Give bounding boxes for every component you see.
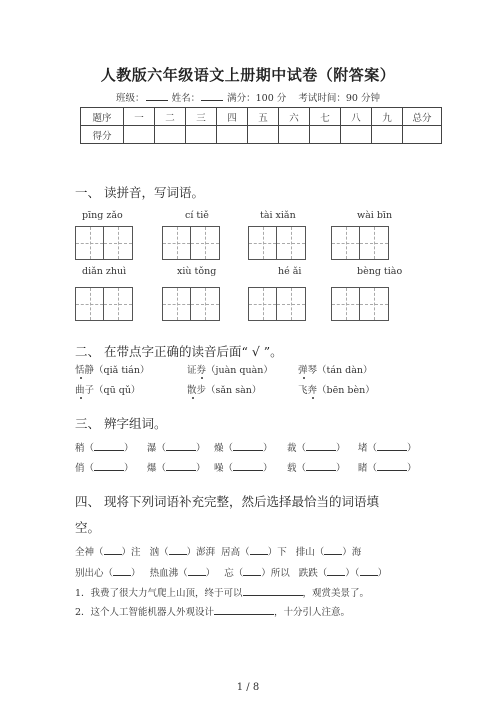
idiom-blank[interactable] <box>324 546 342 555</box>
pinyin: cí tiě <box>185 210 209 221</box>
header-cell: 四 <box>217 108 248 126</box>
word-group-item[interactable]: 瀑（ ） <box>147 443 206 454</box>
pronunciation-item[interactable]: 恬静（qiǎ tián） <box>75 365 150 376</box>
writing-grid[interactable] <box>162 287 220 321</box>
header-cell: 三 <box>186 108 217 126</box>
score-cell[interactable] <box>155 126 186 144</box>
header-cell: 六 <box>279 108 310 126</box>
class-label: 班级： <box>116 93 145 104</box>
score-label: 满分：100 分 <box>227 93 287 104</box>
section-3-heading: 三、 辨字组词。 <box>75 416 167 431</box>
section-4-heading: 四、 现将下列词语补充完整，然后选择最恰当的词语填 <box>75 494 379 509</box>
fill-sentence-1: 1．我费了很大力气爬上山顶，终于可以 ，观赏美景了。 <box>75 588 370 599</box>
header-cell: 九 <box>372 108 403 126</box>
word-group-item[interactable]: 裁（ ） <box>287 443 346 454</box>
idiom-blank[interactable] <box>360 567 378 576</box>
score-cell[interactable] <box>124 126 155 144</box>
idiom-blank[interactable] <box>169 546 187 555</box>
header-cell: 五 <box>248 108 279 126</box>
pronunciation-item[interactable]: 飞奔（bēn bèn） <box>298 385 375 396</box>
pinyin: tài xiǎn <box>260 210 296 221</box>
idiom-blank[interactable] <box>327 567 345 576</box>
idiom-blank[interactable] <box>113 567 131 576</box>
section-2-heading: 二、 在带点字正确的读音后面“ √ ”。 <box>75 344 283 359</box>
header-cell: 七 <box>310 108 341 126</box>
pinyin: pīng zǎo <box>82 210 123 221</box>
word-group-item[interactable]: 稍（ ） <box>75 443 134 454</box>
score-cell[interactable] <box>248 126 279 144</box>
idiom-blank[interactable] <box>243 567 261 576</box>
score-header-row <box>81 108 442 126</box>
sentence-blank[interactable] <box>243 587 303 596</box>
score-cell[interactable] <box>279 126 310 144</box>
idiom-blank[interactable] <box>104 546 122 555</box>
pinyin: diǎn zhuì <box>82 266 127 277</box>
pinyin: bèng tiào <box>357 266 403 277</box>
section-1-heading: 一、 读拼音，写词语。 <box>75 185 204 200</box>
score-cell[interactable] <box>217 126 248 144</box>
word-group-item[interactable]: 爆（ ） <box>147 463 206 474</box>
header-cell: 八 <box>341 108 372 126</box>
pinyin: xiù tǒng <box>177 266 217 277</box>
idiom-blank[interactable] <box>188 567 206 576</box>
header-cell: 二 <box>155 108 186 126</box>
word-group-item[interactable]: 噪（ ） <box>214 463 273 474</box>
word-group-item[interactable]: 载（ ） <box>287 463 346 474</box>
sentence-blank[interactable] <box>214 606 274 615</box>
pronunciation-item[interactable]: 曲子（qū qǔ） <box>75 385 141 396</box>
score-cell[interactable] <box>341 126 372 144</box>
idiom-row: 别出心（ ） 热血沸（ ） 忘（ ）所以 跌跌（ ）（ ） <box>75 568 388 579</box>
header-cell: 一 <box>124 108 155 126</box>
writing-grid[interactable] <box>75 226 133 260</box>
score-cell[interactable] <box>186 126 217 144</box>
header-cell: 题序 <box>81 108 124 126</box>
pronunciation-item[interactable]: 弹琴（tán dàn） <box>298 365 373 376</box>
time-label: 考试时间：90 分钟 <box>298 93 380 104</box>
name-blank[interactable] <box>201 92 223 101</box>
section-4-heading-cont: 空。 <box>75 520 101 535</box>
class-blank[interactable] <box>146 92 168 101</box>
word-group-item[interactable]: 俏（ ） <box>75 463 134 474</box>
name-label: 姓名： <box>171 93 201 104</box>
page-number: 1 / 8 <box>236 682 260 693</box>
fill-sentence-2: 2．这个人工智能机器人外观设计 ，十分引人注意。 <box>75 607 351 618</box>
word-group-item[interactable]: 燥（ ） <box>214 443 273 454</box>
page-title: 人教版六年级语文上册期中试卷（附答案） <box>100 66 396 84</box>
writing-grid[interactable] <box>331 287 389 321</box>
score-cell[interactable] <box>310 126 341 144</box>
score-table <box>80 107 442 144</box>
writing-grid[interactable] <box>248 287 306 321</box>
score-cell[interactable] <box>403 126 442 144</box>
idiom-blank[interactable] <box>250 546 268 555</box>
writing-grid[interactable] <box>331 226 389 260</box>
pronunciation-item[interactable]: 证券（juàn quàn） <box>187 365 273 376</box>
writing-grid[interactable] <box>75 287 133 321</box>
score-cell[interactable] <box>372 126 403 144</box>
idiom-row: 全神（ ）注 汹（ ）澎湃 居高（ ）下 排山（ ）海 <box>75 547 362 558</box>
pinyin: hé ǎi <box>278 266 302 277</box>
score-value-row <box>81 126 442 144</box>
writing-grid[interactable] <box>162 226 220 260</box>
writing-grid[interactable] <box>248 226 306 260</box>
header-cell: 总分 <box>403 108 442 126</box>
word-group-item[interactable]: 堵（ ） <box>358 443 417 454</box>
word-group-item[interactable]: 睹（ ） <box>358 463 417 474</box>
exam-info <box>0 90 496 104</box>
pinyin: wài bīn <box>357 210 393 221</box>
pronunciation-item[interactable]: 散步（sǎn sàn） <box>187 385 262 396</box>
row-label: 得分 <box>81 126 124 144</box>
